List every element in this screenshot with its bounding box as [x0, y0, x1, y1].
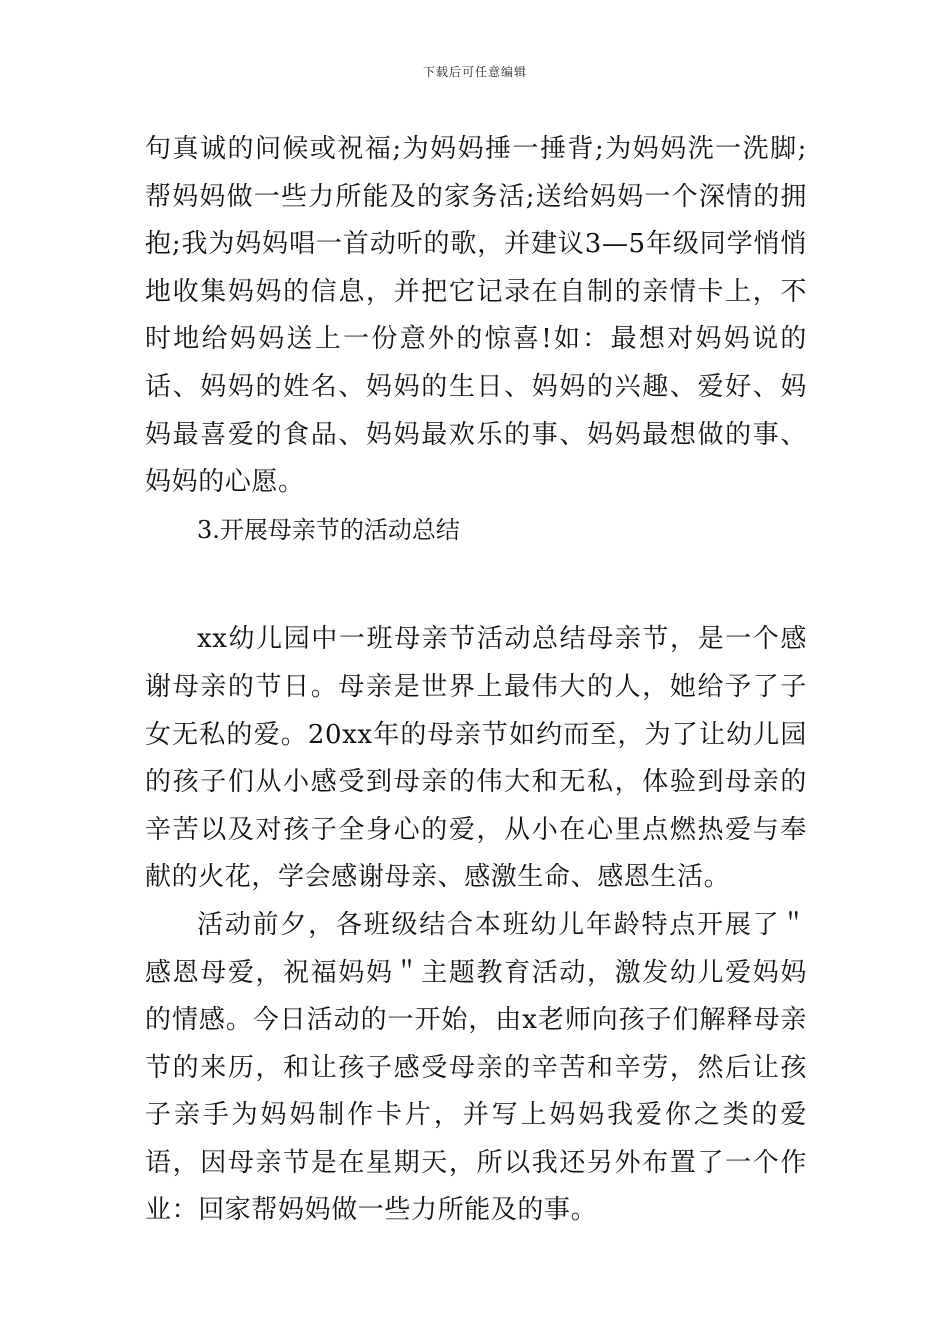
paragraph-continuation: 句真诚的问候或祝福;为妈妈捶一捶背;为妈妈洗一洗脚;帮妈妈做一些力所能及的家务活;送给妈妈一个深情的拥抱;我为妈妈唱一首动听的歌，并建议3—5年级同学悄悄地收集妈妈的信息，并把它记录在自制的亲情卡上，不时地给妈妈送上一份意外的惊喜!如：最想对妈妈说的话、妈妈的姓名、妈妈的生日、妈妈的兴趣、爱好、妈妈最喜爱的食品、妈妈最欢乐的事、妈妈最想做的事、妈妈的心愿。 [145, 134, 807, 498]
paragraph-summary-intro: xx幼儿园中一班母亲节活动总结母亲节，是一个感谢母亲的节日。母亲是世界上最伟大的人，她给予了子女无私的爱。20xx年的母亲节如约而至，为了让幼儿园的孩子们从小感受到母亲的伟大和无私，体验到母亲的辛苦以及对孩子全身心的爱，从小在心里点燃热爱与奉献的火花，学会感谢母亲、感激生命、感恩生活。 [145, 624, 807, 893]
paragraph-activity: 活动前夕，各班级结合本班幼儿年龄特点开展了＂感恩母爱，祝福妈妈＂主题教育活动，激发幼儿爱妈妈的情感。今日活动的一开始，由x老师向孩子们解释母亲节的来历，和让孩子感受母亲的辛苦和辛劳，然后让孩子亲手为妈妈制作卡片，并写上妈妈我爱你之类的爱语，因母亲节是在星期天，所以我还另外布置了一个作业：回家帮妈妈做一些力所能及的事。 [145, 909, 807, 1226]
page-header-note: 下载后可任意编辑 [422, 65, 527, 79]
document-body [145, 126, 807, 1235]
section-heading: 3.开展母亲节的活动总结 [197, 515, 460, 544]
section-spacer [145, 554, 807, 616]
